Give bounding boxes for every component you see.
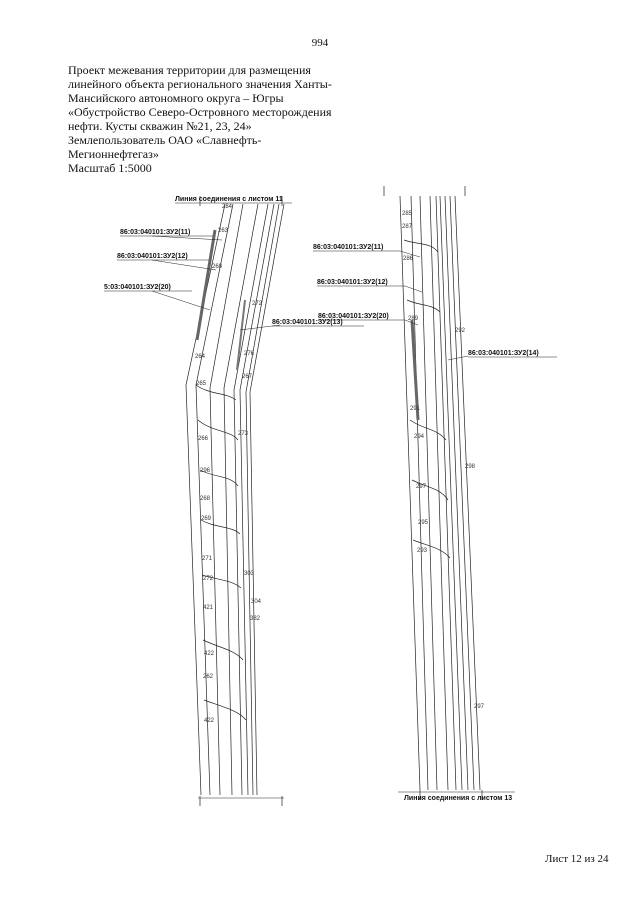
header-line: Мегионнефтегаз»: [68, 147, 159, 161]
point-number: 298: [465, 464, 476, 470]
header-line: Мансийского автономного округа – Югры: [68, 91, 284, 105]
sheet-footer: Лист 12 из 24: [545, 853, 609, 865]
parcel-label: 86:03:040101:ЗУ2(12): [317, 279, 388, 286]
point-number: 292: [455, 328, 466, 334]
point-number: 285: [402, 211, 413, 217]
point-number: 265: [196, 381, 207, 387]
point-number: 262: [203, 674, 214, 680]
point-number: 289: [408, 316, 419, 322]
point-number: 266: [198, 436, 209, 442]
point-number: 272: [252, 301, 263, 307]
point-number: 268: [212, 264, 223, 270]
point-number: 263: [218, 228, 229, 234]
point-number: 264: [195, 354, 206, 360]
point-number: 295: [418, 520, 429, 526]
parcel-label: 86:03:040101:ЗУ2(14): [468, 350, 539, 357]
parcel-label: 86:03:040101:ЗУ2(20): [318, 313, 389, 320]
point-number: 268: [200, 496, 211, 502]
point-number: 421: [203, 605, 214, 611]
parcel-label: 86:03:040101:ЗУ2(13): [272, 319, 343, 326]
point-number: 291: [410, 406, 421, 412]
point-number: 273: [238, 431, 249, 437]
header-line: Землепользователь ОАО «Славнефть-: [68, 133, 262, 147]
right-bottom-caption: Линия соединения с листом 13: [404, 795, 513, 802]
point-number: 296: [200, 468, 211, 474]
point-number: 304: [251, 599, 262, 605]
point-number: 382: [250, 616, 261, 622]
header-line: Масштаб 1:5000: [68, 161, 152, 175]
point-number: 293: [417, 548, 428, 554]
parcel-label: 86:03:040101:ЗУ2(11): [120, 229, 191, 236]
parcel-label: 5:03:040101:ЗУ2(20): [104, 284, 171, 291]
parcel-label: 86:03:040101:ЗУ2(12): [117, 253, 188, 260]
point-number: 297: [416, 484, 427, 490]
point-number: 303: [244, 571, 255, 577]
point-number: 297: [474, 704, 485, 710]
point-number: 267: [242, 374, 253, 380]
page-number: 994: [311, 37, 329, 49]
header-line: Проект межевания территории для размещения: [68, 63, 311, 77]
parcel-label: 86:03:040101:ЗУ2(11): [313, 244, 384, 251]
point-number: 287: [402, 224, 413, 230]
header-line: нефти. Кусты скважин №21, 23, 24»: [68, 119, 252, 133]
point-number: 294: [414, 434, 425, 440]
point-number: 271: [202, 556, 213, 562]
point-number: 284: [222, 204, 233, 210]
point-number: 422: [204, 718, 215, 724]
point-number: 422: [204, 651, 215, 657]
point-number: 272: [203, 576, 214, 582]
header-line: линейного объекта регионального значения Ханты-: [68, 77, 332, 91]
header-line: «Обустройство Северо-Островного месторождения: [68, 105, 332, 119]
point-number: 286: [403, 256, 414, 262]
point-number: 276: [244, 351, 255, 357]
point-number: 269: [201, 516, 212, 522]
left-top-caption: Линия соединения с листом 11: [175, 196, 283, 203]
